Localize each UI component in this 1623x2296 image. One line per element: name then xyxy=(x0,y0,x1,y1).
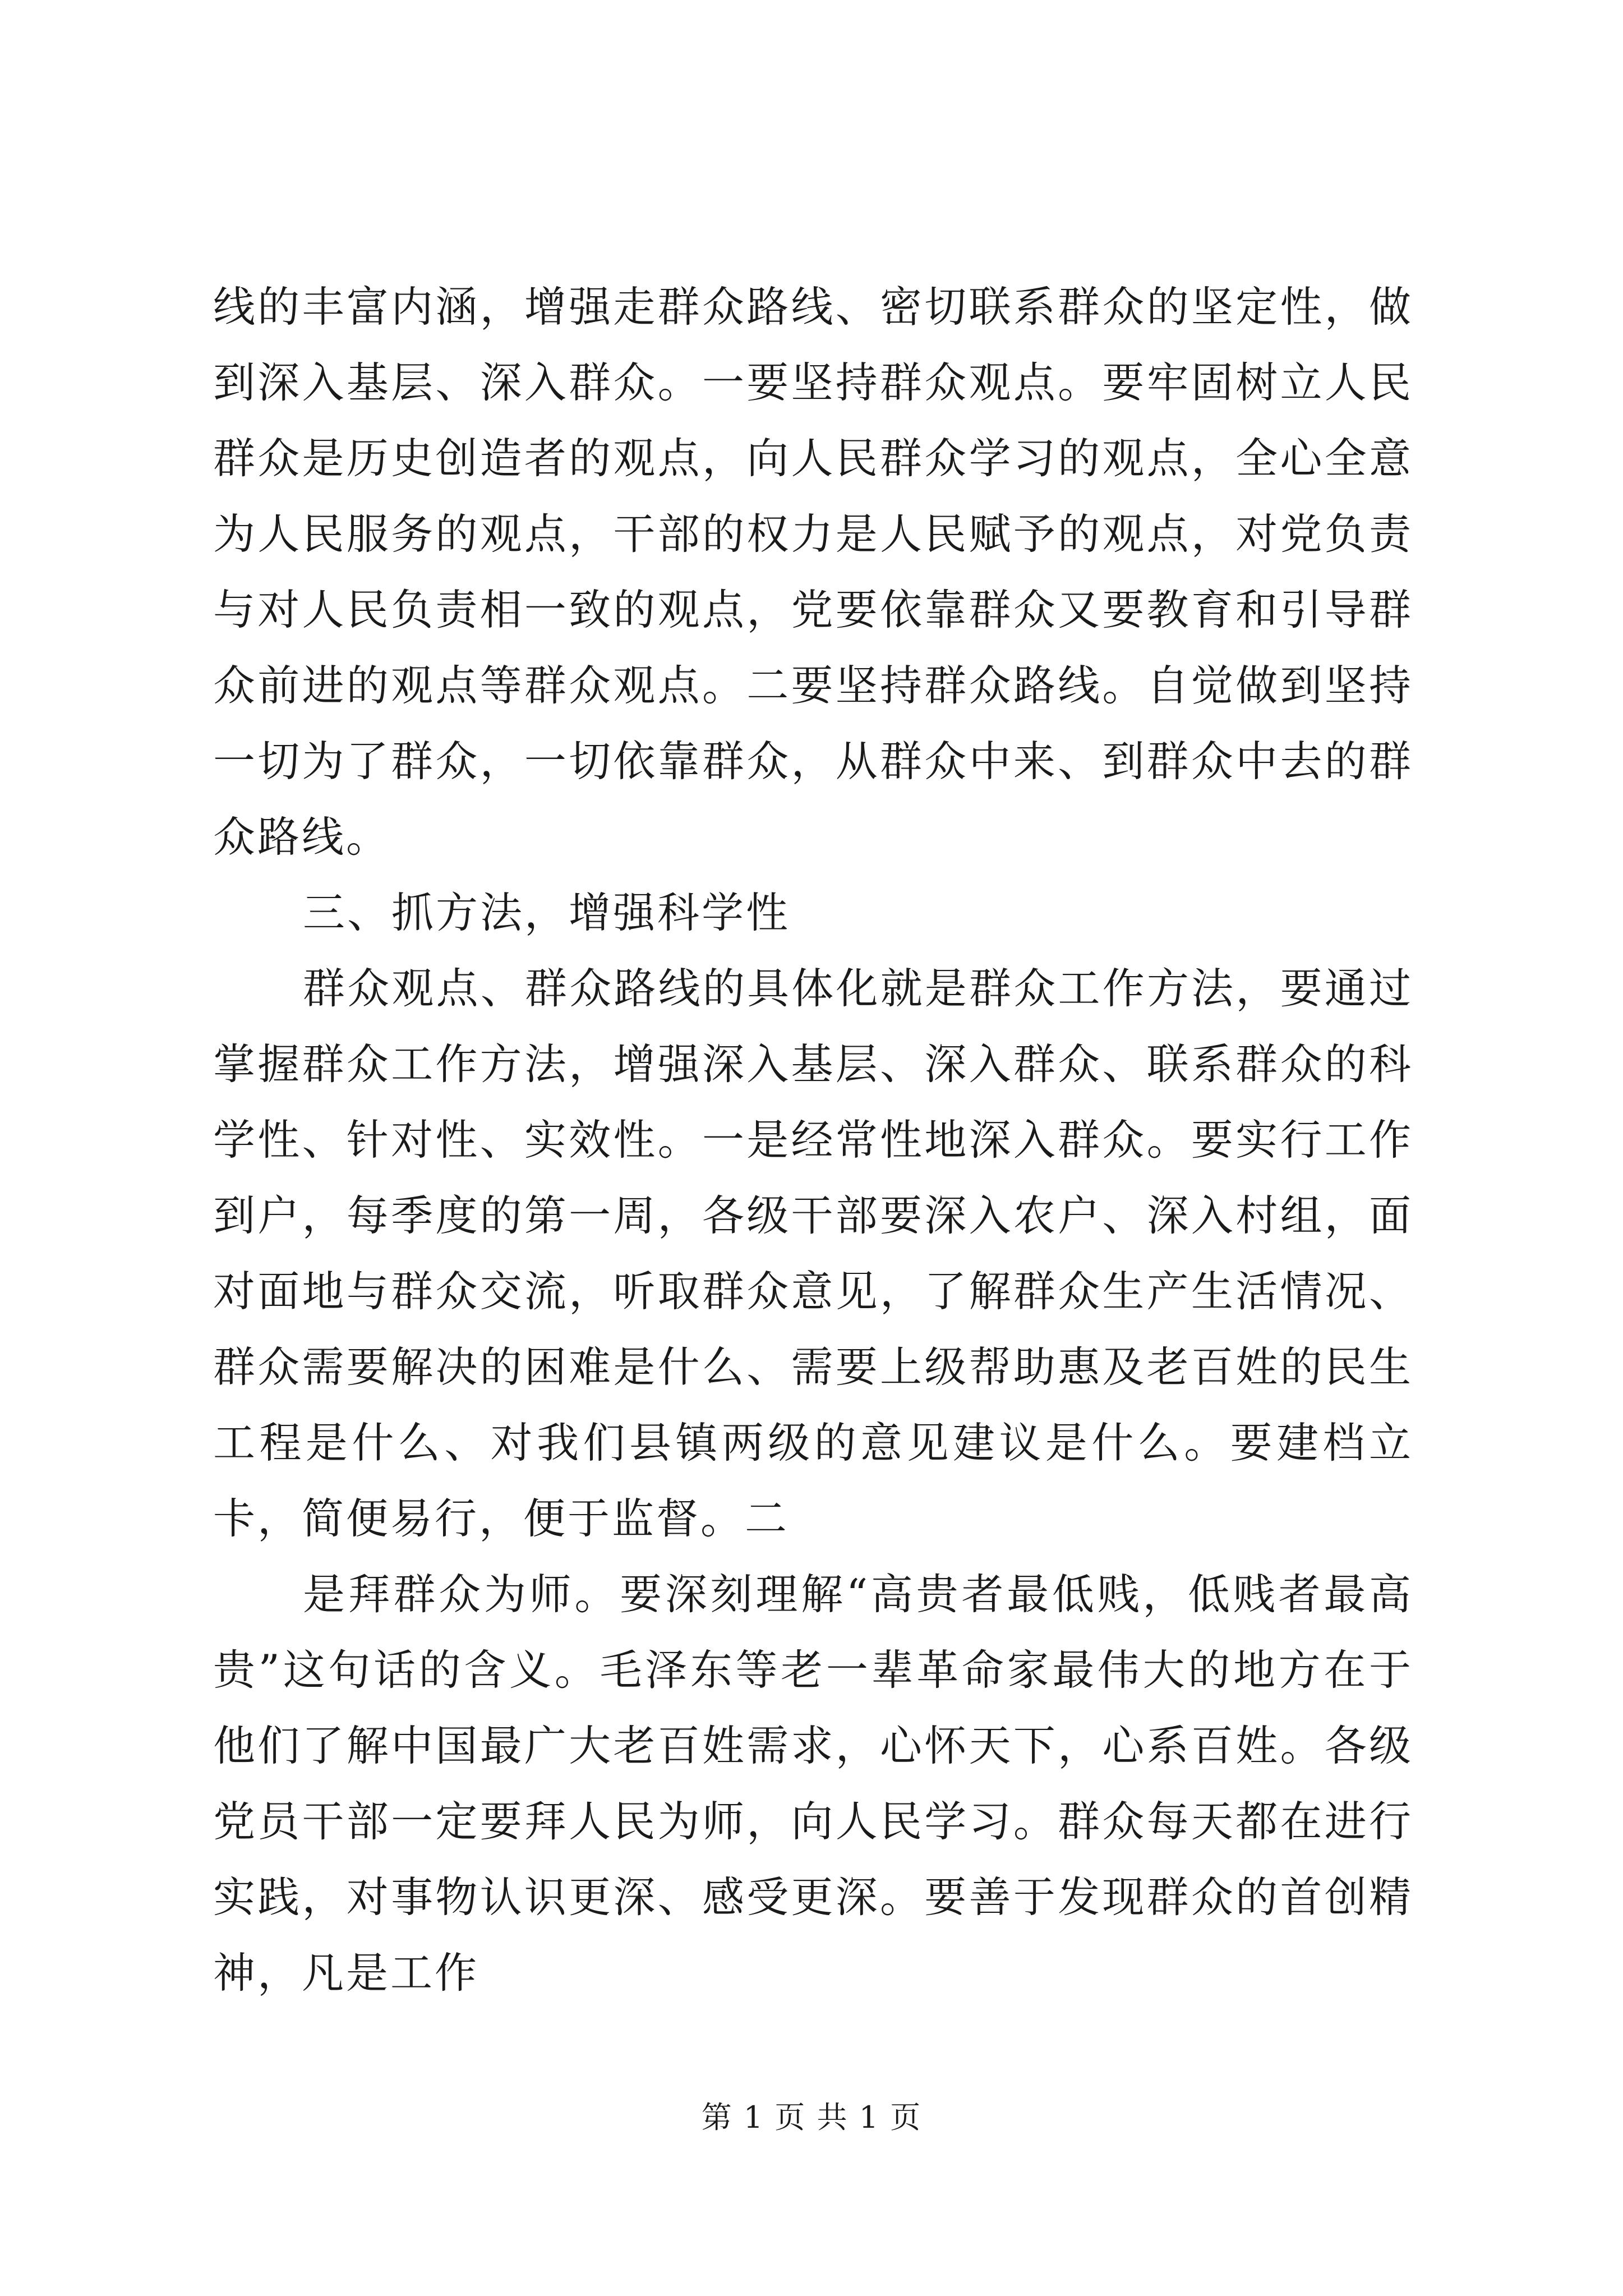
paragraph-learn-from-masses: 是拜群众为师。要深刻理解“高贵者最低贱，低贱者最高贵”这句话的含义。毛泽东等老一辈革命家最伟大的地方在于他们了解中国最广大老百姓需求，心怀天下，心系百姓。各级党员干部一定要拜人民为师，向人民学习。群众每天都在进行实践，对事物认识更深、感受更深。要善于发现群众的首创精神，凡是工作 xyxy=(213,1570,1413,1998)
paragraph-continuation: 线的丰富内涵，增强走群众路线、密切联系群众的坚定性，做到深入基层、深入群众。一要坚持群众观点。要牢固树立人民群众是历史创造者的观点，向人民群众学习的观点，全心全意为人民服务的观点，干部的权力是人民赋予的观点，对党负责与对人民负责相一致的观点，党要依靠群众又要教育和引导群众前进的观点等群众观点。二要坚持群众路线。自觉做到坚持一切为了群众，一切依靠群众，从群众中来、到群众中去的群众路线。 xyxy=(213,282,1413,862)
page-footer: 第 1 页 共 1 页 xyxy=(701,2100,922,2135)
paragraph-methods: 群众观点、群众路线的具体化就是群众工作方法，要通过掌握群众工作方法，增强深入基层、深入群众、联系群众的科学性、针对性、实效性。一是经常性地深入群众。要实行工作到户，每季度的第一周，各级干部要深入农户、深入村组，面对面地与群众交流，听取群众意见，了解群众生产生活情况、群众需要解决的困难是什么、需要上级帮助惠及老百姓的民生工程是什么、对我们县镇两级的意见建议是什么。要建档立卡，简便易行，便于监督。二 xyxy=(213,964,1413,1543)
section-heading: 三、抓方法，增强科学性 xyxy=(303,888,791,937)
document-body xyxy=(213,269,1413,2011)
